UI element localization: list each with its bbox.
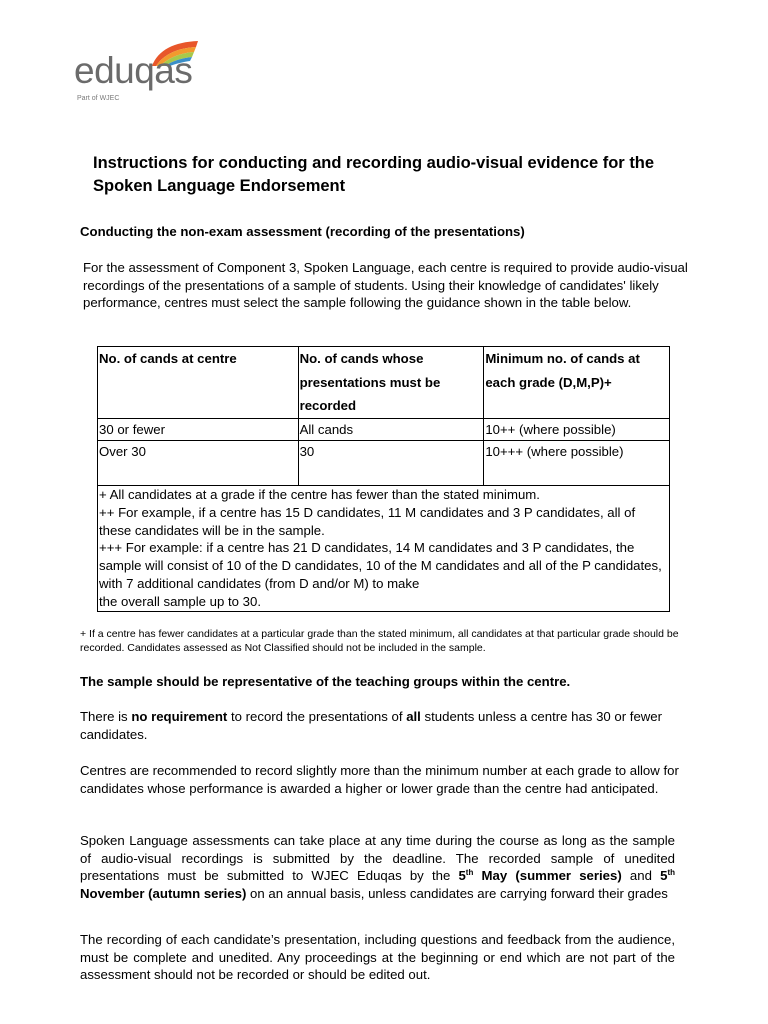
table-note: + All candidates at a grade if the centre has fewer than the stated minimum. bbox=[99, 487, 540, 502]
table-cell: 10++ (where possible) bbox=[484, 418, 670, 441]
logo-wordmark: eduqas bbox=[74, 50, 193, 91]
text-run: on an annual basis, unless candidates are carrying forward their grades bbox=[246, 885, 668, 901]
table-notes-cell bbox=[98, 486, 670, 612]
table-header-cell: No. of cands whose presentations must be recorded bbox=[298, 347, 484, 419]
eduqas-logo bbox=[74, 38, 204, 108]
date-text: May (summer series) bbox=[473, 868, 622, 883]
table-cell: Over 30 bbox=[98, 441, 299, 486]
table-row bbox=[98, 441, 670, 486]
section-heading-conducting: Conducting the non-exam assessment (recording of the presentations) bbox=[80, 224, 525, 239]
paragraph-deadline bbox=[80, 832, 675, 902]
text-run: students unless a centre has 30 or fewer candidates. bbox=[80, 709, 663, 742]
text-run: Spoken Language assessments can take place at any time during the course as long as the sample of audio-visual recordings is submitted by the deadline. The recorded sample of unedited presentations must be submitted to WJEC Eduqas by the bbox=[80, 833, 675, 883]
logo-tagline: Part of WJEC bbox=[77, 95, 120, 102]
table-header-cell: No. of cands at centre bbox=[98, 347, 299, 419]
date-day: 5 bbox=[458, 868, 466, 883]
table-notes-row bbox=[98, 486, 670, 612]
text-run: to record the presentations of bbox=[227, 709, 407, 724]
bold-text: no requirement bbox=[131, 709, 228, 724]
table-cell: 30 bbox=[298, 441, 484, 486]
table-header-cell: Minimum no. of cands at each grade (D,M,P)+ bbox=[484, 347, 670, 419]
sample-size-table bbox=[97, 346, 670, 612]
ordinal-suffix: th bbox=[465, 868, 474, 877]
table-note: +++ For example: if a centre has 21 D candidates, 14 M candidates and 3 P candidates, the sample will consist of 10 of the D candidates, 10 of the M candidates and all of the P candidates, with 7 additional candidates (from D and/or M) to make bbox=[99, 540, 662, 591]
paragraph-recording: The recording of each candidate’s presentation, including questions and feedback from the audience, must be complete and unedited. Any proceedings at the beginning or end which are not part of the assessment should not be recorded or should be edited out. bbox=[80, 932, 675, 982]
bold-date bbox=[458, 868, 621, 883]
table-note: ++ For example, if a centre has 15 D candidates, 11 M candidates and 3 P candidates, all of these candidates will be in the sample. bbox=[99, 504, 636, 538]
paragraph-no-requirement bbox=[80, 708, 680, 743]
table-cell: All cands bbox=[298, 418, 484, 441]
table-row bbox=[98, 418, 670, 441]
paragraph-recommendation: Centres are recommended to record slightly more than the minimum number at each grade to allow for candidates whose performance is awarded a higher or lower grade than the centre had anticipated. bbox=[80, 763, 679, 796]
text-run: and bbox=[621, 868, 661, 883]
table-header-row bbox=[98, 347, 670, 419]
date-text: November (autumn series) bbox=[80, 885, 247, 901]
table-note: the overall sample up to 30. bbox=[99, 593, 262, 609]
intro-paragraph: For the assessment of Component 3, Spoken Language, each centre is required to provide audio-visual recordings of the presentations of a sample of students. Using their knowledge of candidates' likely performance, centres must select the sample following the guidance shown in the table below. bbox=[83, 260, 688, 310]
section-heading-sample: The sample should be representative of the teaching groups within the centre. bbox=[80, 674, 571, 689]
text-run: There is bbox=[80, 709, 132, 724]
document-title: Instructions for conducting and recording audio-visual evidence for the Spoken Language Endorsement bbox=[93, 154, 655, 195]
table-cell: 10+++ (where possible) bbox=[484, 441, 670, 486]
footnote: + If a centre has fewer candidates at a particular grade than the stated minimum, all candidates at that particular grade should be recorded. Candidates assessed as Not Classified should not be included in the sample. bbox=[80, 628, 679, 654]
ordinal-suffix: th bbox=[667, 868, 675, 877]
date-day: 5 bbox=[660, 868, 668, 883]
table-cell: 30 or fewer bbox=[98, 418, 299, 441]
bold-text: all bbox=[406, 709, 421, 724]
